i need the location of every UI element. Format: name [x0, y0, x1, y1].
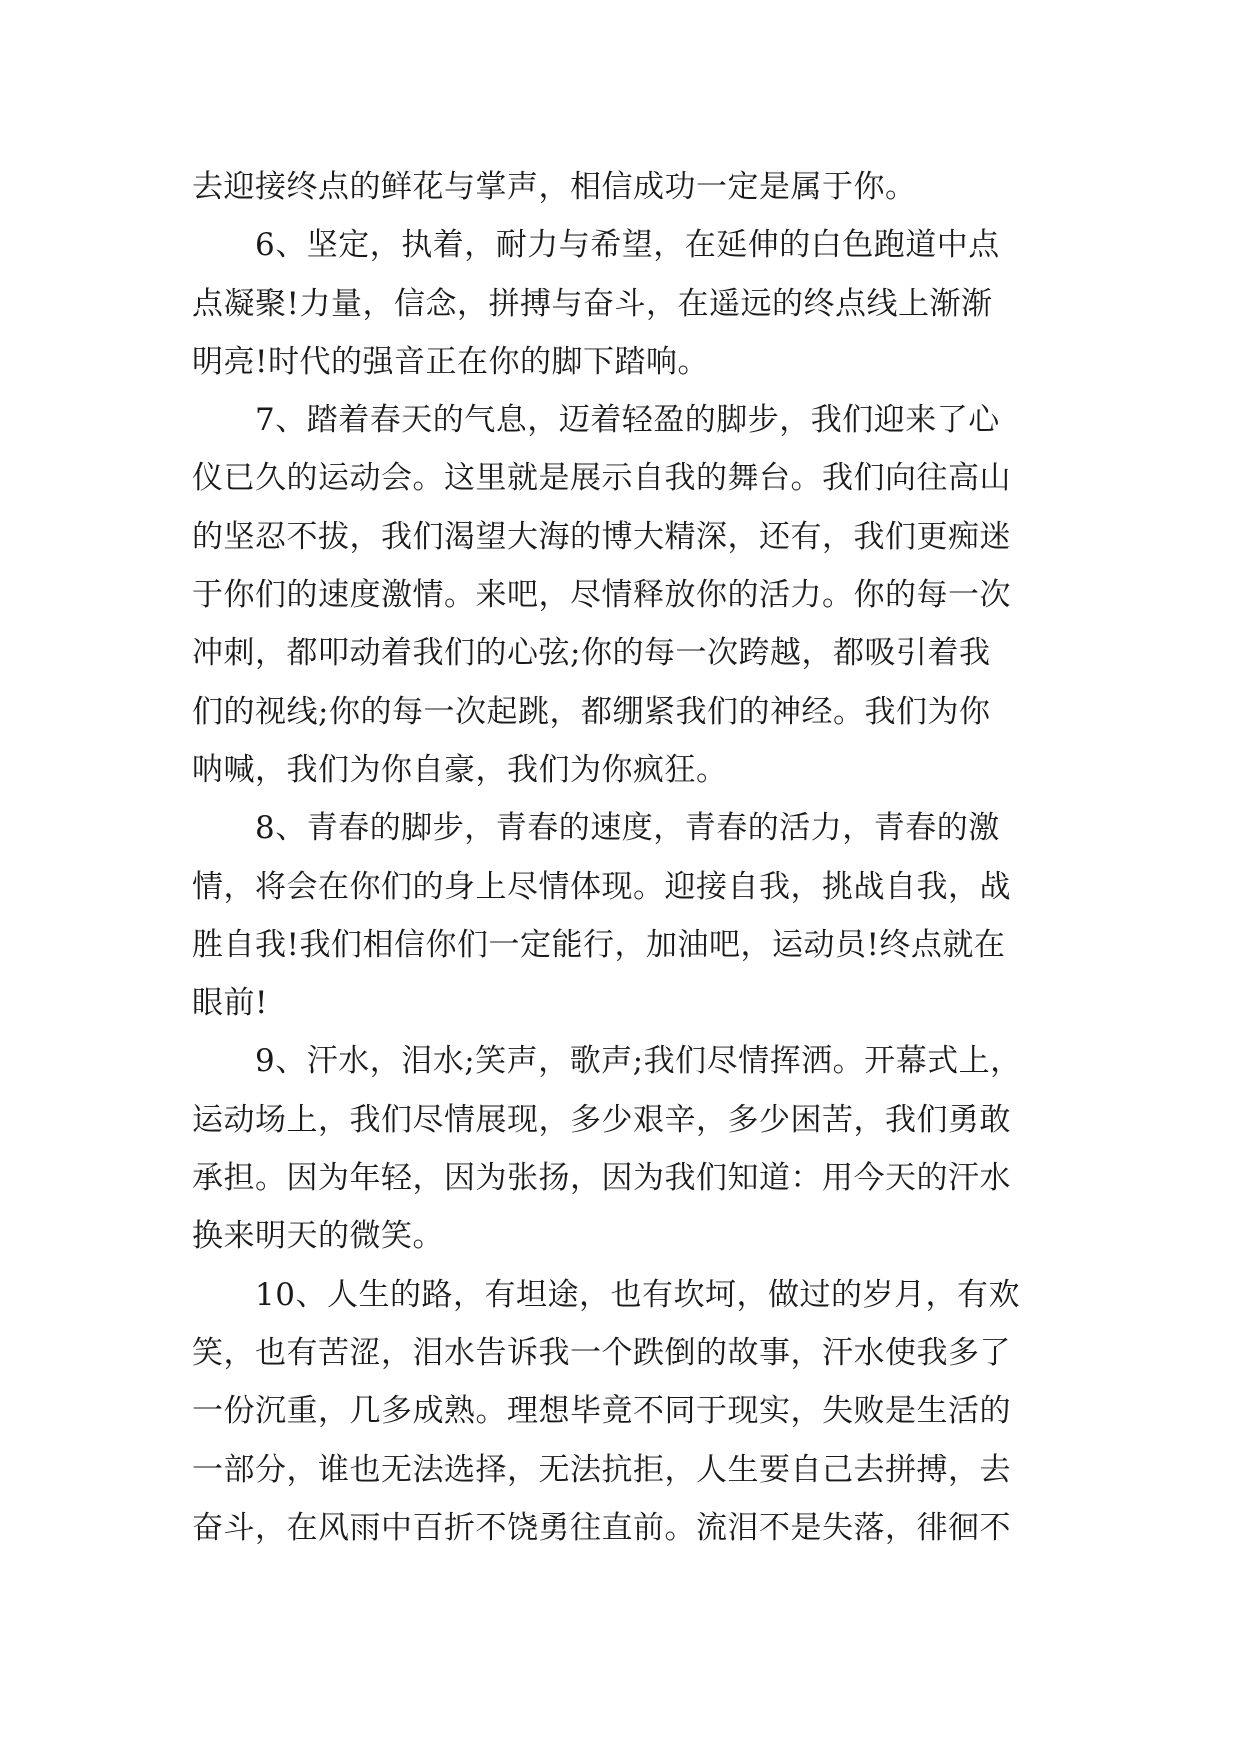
- text-line: 们的视线;你的每一次起跳，都绷紧我们的神经。我们为你: [192, 693, 991, 730]
- text-line: 一部分，谁也无法选择，无法抗拒，人生要自己去拼搏，去: [192, 1451, 1011, 1488]
- text-line: 换来明天的微笑。: [192, 1218, 444, 1255]
- text-line: 9、汗水，泪水;笑声，歌声;我们尽情挥洒。开幕式上，: [192, 1043, 1022, 1080]
- text-line: 6、坚定，执着，耐力与希望，在延伸的白色跑道中点: [192, 227, 1000, 264]
- text-line: 7、踏着春天的气息，迈着轻盈的脚步，我们迎来了心: [192, 402, 1000, 439]
- text-line: 点凝聚!力量，信念，拼搏与奋斗，在遥远的终点线上渐渐: [192, 285, 993, 322]
- body-text: [192, 158, 1072, 1557]
- text-line: 于你们的速度激情。来吧，尽情释放你的活力。你的每一次: [192, 577, 1011, 614]
- text-line: 笑，也有苦涩，泪水告诉我一个跌倒的故事，汗水使我多了: [192, 1334, 1011, 1371]
- text-line: 冲刺，都叩动着我们的心弦;你的每一次跨越，都吸引着我: [192, 635, 991, 672]
- text-line: 承担。因为年轻，因为张扬，因为我们知道：用今天的汗水: [192, 1160, 1011, 1197]
- text-line: 奋斗，在风雨中百折不饶勇往直前。流泪不是失落，徘徊不: [192, 1509, 1011, 1546]
- text-line: 眼前!: [192, 985, 268, 1022]
- text-line: 胜自我!我们相信你们一定能行，加油吧，运动员!终点就在: [192, 926, 1006, 963]
- text-line: 的坚忍不拔，我们渴望大海的博大精深，还有，我们更痴迷: [192, 518, 1011, 555]
- text-line: 去迎接终点的鲜花与掌声，相信成功一定是属于你。: [192, 169, 917, 205]
- text-line: 10、人生的路，有坦途，也有坎坷，做过的岁月，有欢: [192, 1276, 1020, 1313]
- text-line: 一份沉重，几多成熟。理想毕竟不同于现实，失败是生活的: [192, 1393, 1011, 1430]
- text-line: 明亮!时代的强音正在你的脚下踏响。: [192, 343, 709, 380]
- text-line: 运动场上，我们尽情展现，多少艰辛，多少困苦，我们勇敢: [192, 1101, 1011, 1138]
- text-line: 呐喊，我们为你自豪，我们为你疯狂。: [192, 751, 728, 788]
- text-line: 情，将会在你们的身上尽情体现。迎接自我，挑战自我，战: [192, 868, 1011, 905]
- text-line: 仪已久的运动会。这里就是展示自我的舞台。我们向往高山: [192, 460, 1011, 497]
- text-line: 8、青春的脚步，青春的速度，青春的活力，青春的激: [192, 810, 1000, 847]
